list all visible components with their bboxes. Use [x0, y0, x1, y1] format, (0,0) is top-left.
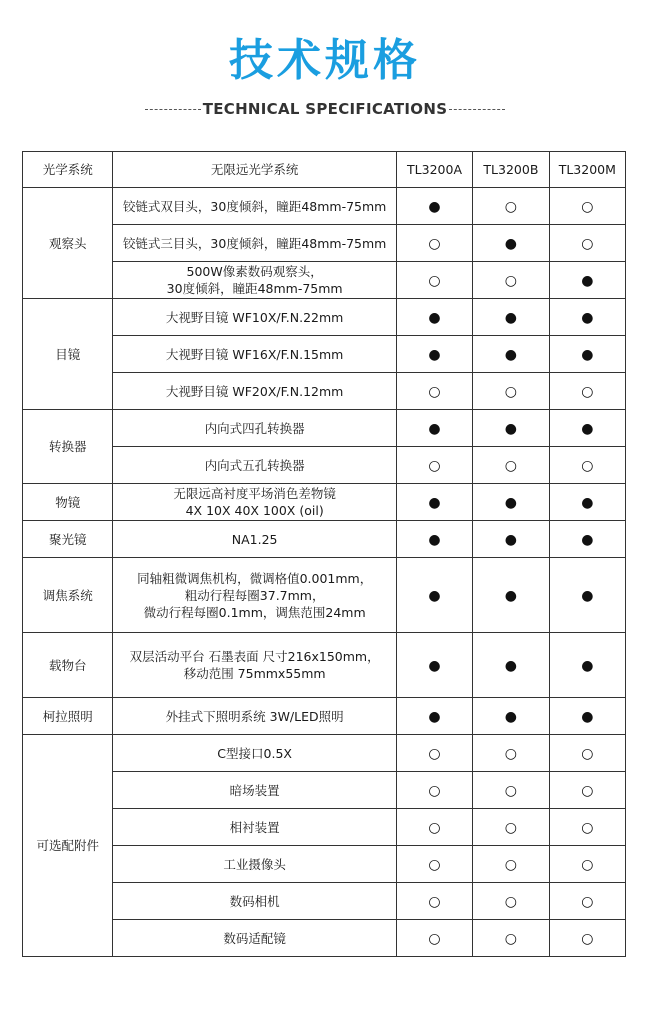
table-row	[23, 772, 626, 809]
availability-cell-model-b	[473, 484, 549, 521]
hollow-circle-icon: ○	[581, 457, 594, 474]
filled-circle-icon: ●	[428, 346, 441, 363]
description-line: 双层活动平台 石墨表面 尺寸216x150mm，	[129, 649, 380, 664]
category-cell: 可选配附件	[23, 735, 113, 957]
availability-cell-model-m	[549, 920, 625, 957]
availability-cell-model-m	[549, 698, 625, 735]
availability-cell-model-a	[396, 336, 472, 373]
filled-circle-icon: ●	[428, 531, 441, 548]
filled-circle-icon: ●	[581, 587, 594, 604]
table-row	[23, 447, 626, 484]
availability-cell-model-b	[473, 225, 549, 262]
hollow-circle-icon: ○	[504, 782, 518, 799]
availability-cell-model-m	[549, 521, 625, 558]
description-line: 粗动行程每圈37.7mm，	[184, 587, 325, 603]
description-cell	[113, 633, 396, 698]
availability-cell-model-a	[396, 484, 472, 521]
filled-circle-icon: ●	[581, 657, 594, 674]
filled-circle-icon: ●	[504, 587, 518, 604]
availability-cell-model-m	[549, 188, 625, 225]
category-cell: 调焦系统	[23, 558, 113, 633]
description-line: 同轴粗微调焦机构，微调格值0.001mm，	[137, 570, 373, 586]
description-cell	[113, 920, 396, 957]
availability-cell-model-b	[473, 188, 549, 225]
hollow-circle-icon: ○	[504, 457, 518, 474]
hollow-circle-icon: ○	[504, 893, 518, 910]
description-line: 大视野目镜 WF20X/F.N.12mm	[165, 383, 344, 399]
left-dash-divider	[145, 109, 201, 110]
filled-circle-icon: ●	[428, 198, 441, 215]
table-row	[23, 558, 626, 633]
description-cell	[113, 883, 396, 920]
filled-circle-icon: ●	[504, 708, 518, 725]
availability-cell-model-a	[396, 373, 472, 410]
availability-cell-model-a	[396, 846, 472, 883]
filled-circle-icon: ●	[428, 420, 441, 437]
availability-cell-model-b	[473, 633, 549, 698]
page-title: 技术规格	[229, 35, 421, 86]
description-cell	[113, 484, 396, 521]
spec-table	[22, 151, 626, 957]
filled-circle-icon: ●	[504, 420, 518, 437]
availability-cell-model-b	[473, 558, 549, 633]
availability-cell-model-b	[473, 920, 549, 957]
hollow-circle-icon: ○	[504, 930, 518, 947]
description-line: C型接口0.5X	[217, 745, 292, 761]
filled-circle-icon: ●	[581, 494, 594, 511]
availability-cell-model-a	[396, 772, 472, 809]
availability-cell-model-m	[549, 484, 625, 521]
table-row	[23, 846, 626, 883]
hollow-circle-icon: ○	[581, 782, 594, 799]
table-row	[23, 809, 626, 846]
availability-cell-model-a	[396, 558, 472, 633]
availability-cell-model-m	[549, 883, 625, 920]
description-line: 大视野目镜 WF16X/F.N.15mm	[165, 346, 344, 362]
filled-circle-icon: ●	[504, 346, 518, 363]
availability-cell-model-m	[549, 373, 625, 410]
availability-cell-model-m	[549, 633, 625, 698]
hollow-circle-icon: ○	[504, 745, 518, 762]
filled-circle-icon: ●	[504, 531, 518, 548]
availability-cell-model-m	[549, 262, 625, 299]
header-cell-description: 无限远光学系统	[113, 152, 396, 188]
category-cell: 聚光镜	[23, 521, 113, 558]
description-cell	[113, 558, 396, 633]
table-row	[23, 633, 626, 698]
description-cell	[113, 410, 396, 447]
description-cell	[113, 336, 396, 373]
header-cell-model-m: TL3200M	[549, 152, 625, 188]
description-line: 30度倾斜，瞳距48mm-75mm	[166, 281, 343, 296]
availability-cell-model-m	[549, 225, 625, 262]
availability-cell-model-m	[549, 735, 625, 772]
availability-cell-model-b	[473, 336, 549, 373]
table-row	[23, 410, 626, 447]
description-cell	[113, 772, 396, 809]
category-cell: 观察头	[23, 188, 113, 299]
availability-cell-model-b	[473, 373, 549, 410]
filled-circle-icon: ●	[504, 309, 518, 326]
availability-cell-model-a	[396, 633, 472, 698]
description-cell	[113, 735, 396, 772]
availability-cell-model-b	[473, 521, 549, 558]
description-line: 外挂式下照明系统 3W/LED照明	[165, 708, 344, 724]
hollow-circle-icon: ○	[581, 930, 594, 947]
description-line: 相衬装置	[229, 819, 280, 835]
table-row	[23, 336, 626, 373]
category-cell: 载物台	[23, 633, 113, 698]
description-line: 无限远高衬度平场消色差物镜	[173, 486, 336, 501]
description-cell	[113, 373, 396, 410]
description-cell	[113, 188, 396, 225]
availability-cell-model-m	[549, 809, 625, 846]
hollow-circle-icon: ○	[504, 198, 518, 215]
description-cell	[113, 447, 396, 484]
filled-circle-icon: ●	[581, 309, 594, 326]
availability-cell-model-a	[396, 920, 472, 957]
header-cell-model-b: TL3200B	[473, 152, 549, 188]
description-cell	[113, 299, 396, 336]
availability-cell-model-a	[396, 447, 472, 484]
description-line: 暗场装置	[229, 782, 280, 798]
availability-cell-model-b	[473, 447, 549, 484]
spec-table-body	[23, 152, 626, 957]
hollow-circle-icon: ○	[428, 235, 441, 252]
hollow-circle-icon: ○	[428, 856, 441, 873]
availability-cell-model-b	[473, 698, 549, 735]
description-cell	[113, 809, 396, 846]
availability-cell-model-b	[473, 772, 549, 809]
description-line: 移动范围 75mmx55mm	[183, 666, 326, 681]
table-row	[23, 262, 626, 299]
description-line: NA1.25	[231, 531, 278, 547]
hollow-circle-icon: ○	[504, 272, 518, 289]
description-line: 微动行程每圈0.1mm，调焦范围24mm	[143, 604, 366, 620]
hollow-circle-icon: ○	[581, 819, 594, 836]
description-cell	[113, 262, 396, 299]
description-line: 4X 10X 40X 100X (oil)	[185, 503, 324, 518]
description-line: 铰链式三目头，30度倾斜，瞳距48mm-75mm	[122, 235, 387, 251]
hollow-circle-icon: ○	[428, 782, 441, 799]
hollow-circle-icon: ○	[428, 930, 441, 947]
hollow-circle-icon: ○	[581, 383, 594, 400]
availability-cell-model-m	[549, 772, 625, 809]
filled-circle-icon: ●	[504, 657, 518, 674]
filled-circle-icon: ●	[504, 235, 518, 252]
table-row	[23, 188, 626, 225]
hollow-circle-icon: ○	[504, 856, 518, 873]
header-cell-model-a: TL3200A	[396, 152, 472, 188]
header-cell-category: 光学系统	[23, 152, 113, 188]
hollow-circle-icon: ○	[428, 893, 441, 910]
availability-cell-model-m	[549, 299, 625, 336]
hollow-circle-icon: ○	[581, 893, 594, 910]
category-cell: 转换器	[23, 410, 113, 484]
description-line: 大视野目镜 WF10X/F.N.22mm	[165, 309, 344, 325]
table-row	[23, 920, 626, 957]
table-row	[23, 698, 626, 735]
description-line: 内向式五孔转换器	[204, 457, 305, 473]
category-cell: 物镜	[23, 484, 113, 521]
category-cell: 目镜	[23, 299, 113, 410]
table-row	[23, 521, 626, 558]
hollow-circle-icon: ○	[504, 383, 518, 400]
availability-cell-model-a	[396, 299, 472, 336]
header-row	[23, 152, 626, 188]
table-row	[23, 225, 626, 262]
availability-cell-model-a	[396, 410, 472, 447]
availability-cell-model-b	[473, 846, 549, 883]
availability-cell-model-b	[473, 735, 549, 772]
availability-cell-model-a	[396, 735, 472, 772]
availability-cell-model-m	[549, 447, 625, 484]
table-row	[23, 735, 626, 772]
availability-cell-model-a	[396, 225, 472, 262]
filled-circle-icon: ●	[581, 420, 594, 437]
page-subtitle: TECHNICAL SPECIFICATIONS	[202, 100, 448, 118]
availability-cell-model-m	[549, 336, 625, 373]
availability-cell-model-b	[473, 410, 549, 447]
table-row	[23, 373, 626, 410]
hollow-circle-icon: ○	[428, 272, 441, 289]
description-cell	[113, 698, 396, 735]
subtitle-row	[0, 98, 650, 120]
hollow-circle-icon: ○	[581, 198, 594, 215]
hollow-circle-icon: ○	[581, 856, 594, 873]
description-line: 数码适配镜	[223, 930, 286, 946]
table-row	[23, 484, 626, 521]
availability-cell-model-a	[396, 188, 472, 225]
availability-cell-model-b	[473, 262, 549, 299]
availability-cell-model-b	[473, 809, 549, 846]
filled-circle-icon: ●	[581, 531, 594, 548]
right-dash-divider	[449, 109, 505, 110]
filled-circle-icon: ●	[581, 272, 594, 289]
description-line: 内向式四孔转换器	[204, 420, 305, 436]
availability-cell-model-a	[396, 262, 472, 299]
availability-cell-model-b	[473, 299, 549, 336]
availability-cell-model-a	[396, 698, 472, 735]
hollow-circle-icon: ○	[581, 745, 594, 762]
description-cell	[113, 521, 396, 558]
availability-cell-model-a	[396, 883, 472, 920]
hollow-circle-icon: ○	[428, 819, 441, 836]
availability-cell-model-a	[396, 809, 472, 846]
availability-cell-model-a	[396, 521, 472, 558]
filled-circle-icon: ●	[428, 657, 441, 674]
availability-cell-model-b	[473, 883, 549, 920]
filled-circle-icon: ●	[428, 708, 441, 725]
filled-circle-icon: ●	[581, 708, 594, 725]
description-line: 数码相机	[229, 893, 280, 909]
hollow-circle-icon: ○	[428, 383, 441, 400]
description-cell	[113, 225, 396, 262]
hollow-circle-icon: ○	[428, 457, 441, 474]
description-line: 500W像素数码观察头，	[186, 264, 323, 279]
availability-cell-model-m	[549, 558, 625, 633]
availability-cell-model-m	[549, 846, 625, 883]
description-line: 铰链式双目头，30度倾斜，瞳距48mm-75mm	[122, 198, 387, 214]
filled-circle-icon: ●	[504, 494, 518, 511]
category-cell: 柯拉照明	[23, 698, 113, 735]
availability-cell-model-m	[549, 410, 625, 447]
hollow-circle-icon: ○	[504, 819, 518, 836]
table-row	[23, 883, 626, 920]
description-line: 工业摄像头	[223, 856, 286, 872]
hollow-circle-icon: ○	[581, 235, 594, 252]
description-cell	[113, 846, 396, 883]
filled-circle-icon: ●	[428, 309, 441, 326]
filled-circle-icon: ●	[428, 494, 441, 511]
hollow-circle-icon: ○	[428, 745, 441, 762]
filled-circle-icon: ●	[428, 587, 441, 604]
table-row	[23, 299, 626, 336]
filled-circle-icon: ●	[581, 346, 594, 363]
